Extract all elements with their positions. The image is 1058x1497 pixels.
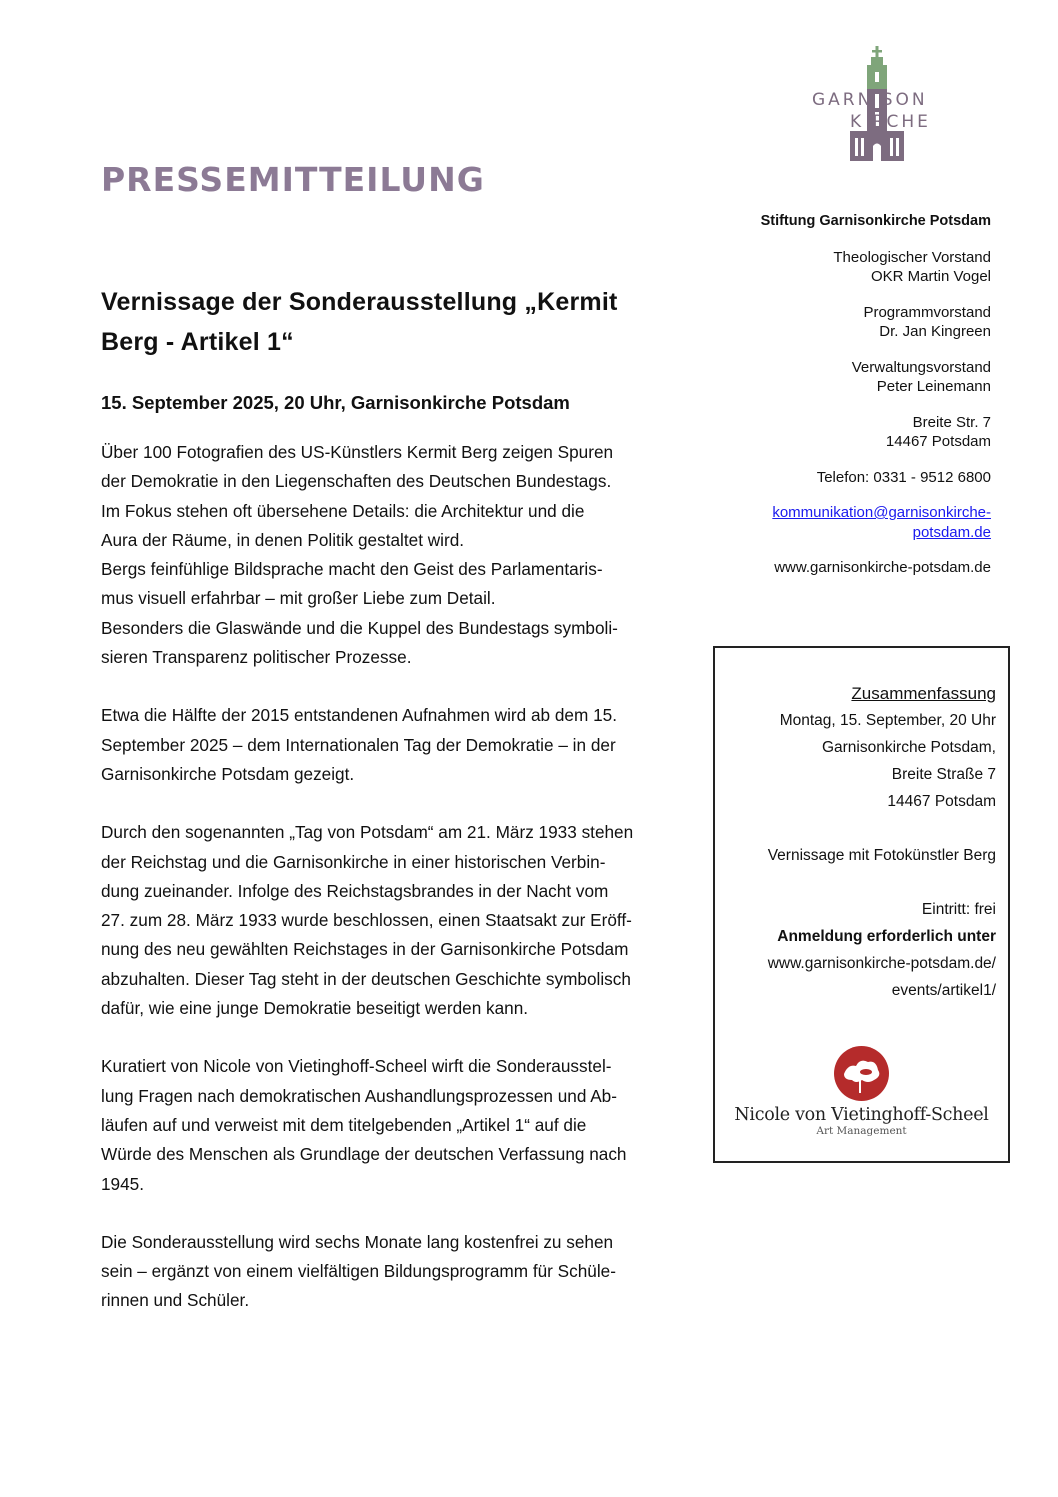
board-name: Dr. Jan Kingreen [879, 323, 991, 340]
email-link-line1[interactable]: kommunikation@garnisonkirche- [772, 504, 991, 521]
summary-city: 14467 Potsdam [887, 793, 996, 810]
dateline: 15. September 2025, 20 Uhr, Garnisonkirche Potsdam [101, 392, 570, 413]
address-city: 14467 Potsdam [885, 433, 991, 450]
text-line: sieren Transparenz politischer Prozesse. [101, 647, 412, 668]
website: www.garnisonkirche-potsdam.de [774, 559, 991, 576]
text-line: Aura der Räume, in denen Politik gestaltet wird. [101, 529, 465, 550]
curator-name: Nicole von Vietinghoff-Scheel [734, 1105, 989, 1125]
text-line: Die Sonderausstellung wird sechs Monate lang kostenfrei zu sehen [101, 1231, 614, 1252]
summary-event: Vernissage mit Fotokünstler Berg [767, 847, 996, 864]
text-line: Garnisonkirche Potsdam gezeigt. [101, 763, 355, 784]
text-line: Bergs feinfühlige Bildsprache macht den Geist des Parlamentaris- [101, 559, 603, 580]
text-line: läufen auf und verweist mit dem titelgebenden „Artikel 1“ auf die [101, 1114, 587, 1135]
text-line: Etwa die Hälfte der 2015 entstandenen Aufnahmen wird ab dem 15. [101, 705, 617, 726]
text-line: rinnen und Schüler. [101, 1290, 250, 1311]
summary-registration-label: Anmeldung erforderlich unter [777, 928, 996, 945]
organization-name: Stiftung Garnisonkirche Potsdam [760, 213, 991, 229]
text-line: September 2025 – dem Internationalen Tag der Demokratie – in der [101, 734, 616, 755]
board-role: Verwaltungsvorstand [851, 358, 991, 376]
headline-line: Berg - Artikel 1“ [101, 328, 294, 356]
text-line: lung Fragen nach demokratischen Aushandlungsprozessen und Ab- [101, 1085, 617, 1106]
page-title: PRESSEMITTEILUNG [101, 160, 485, 199]
summary-admission: Eintritt: frei [921, 901, 996, 918]
summary-registration-url: events/artikel1/ [891, 982, 996, 999]
text-line: Würde des Menschen als Grundlage der deutschen Verfassung nach [101, 1144, 627, 1165]
board-name: OKR Martin Vogel [870, 268, 991, 285]
headline [101, 282, 711, 362]
address-street: Breite Str. 7 [912, 413, 991, 431]
paragraph [101, 818, 711, 1023]
curator-subtitle: Art Management [816, 1125, 907, 1137]
garnisonkirche-logo [810, 46, 950, 166]
text-line: sein – ergänzt von einem vielfältigen Bildungsprogramm für Schüle- [101, 1261, 616, 1282]
board-member [700, 248, 991, 287]
summary-street: Breite Straße 7 [891, 766, 996, 783]
summary-venue: Garnisonkirche Potsdam, [821, 739, 996, 756]
press-release-body [101, 282, 711, 1345]
text-line: abzuhalten. Dieser Tag steht in der deutschen Geschichte symbolisch [101, 968, 631, 989]
phone: Telefon: 0331 - 9512 6800 [816, 468, 991, 486]
text-line: der Demokratie in den Liegenschaften des Deutschen Bundestags. [101, 471, 612, 492]
board-member [700, 358, 991, 397]
paragraph [101, 1228, 711, 1316]
text-line: 1945. [101, 1173, 145, 1194]
text-line: nung des neu gewählten Reichstages in der Garnisonkirche Potsdam [101, 939, 629, 960]
text-line: Besonders die Glaswände und die Kuppel des Bundestags symboli- [101, 617, 618, 638]
logo-word-garnison: GARN SON [812, 90, 928, 110]
text-line: Im Fokus stehen oft übersehene Details: die Architektur und die [101, 500, 585, 521]
logo-word-kirche: K RCHE [850, 112, 931, 132]
text-line: Kuratiert von Nicole von Vietinghoff-Scheel wirft die Sonderausstel- [101, 1056, 612, 1077]
summary-box [713, 646, 1010, 1163]
flower-icon [834, 1046, 889, 1101]
summary-content [768, 680, 996, 1004]
summary-date: Montag, 15. September, 20 Uhr [779, 712, 996, 729]
board-role: Programmvorstand [863, 303, 991, 321]
text-line: 27. zum 28. März 1933 wurde beschlossen, einen Staatsakt zur Eröff- [101, 910, 632, 931]
board-name: Peter Leinemann [876, 378, 991, 395]
text-line: dafür, wie eine junge Demokratie beseitigt werden kann. [101, 998, 529, 1019]
text-line: mus visuell erfahrbar – mit großer Liebe zum Detail. [101, 588, 496, 609]
text-line: dung zueinander. Infolge des Reichstagsbrandes in der Nacht vom [101, 880, 609, 901]
board-role: Theologischer Vorstand [833, 248, 991, 266]
summary-title: Zusammenfassung [851, 684, 996, 703]
paragraph [101, 438, 711, 672]
headline-line: Vernissage der Sonderausstellung „Kermit [101, 288, 618, 316]
email-link-line2[interactable]: potsdam.de [912, 523, 991, 541]
summary-registration-url: www.garnisonkirche-potsdam.de/ [767, 955, 996, 972]
text-line: Über 100 Fotografien des US-Künstlers Kermit Berg zeigen Spuren [101, 442, 614, 462]
text-line: Durch den sogenannten „Tag von Potsdam“ am 21. März 1933 stehen [101, 822, 634, 843]
contact-sidebar [700, 212, 991, 594]
email-link[interactable] [700, 503, 991, 542]
paragraph [101, 701, 711, 789]
address [700, 413, 991, 452]
board-member [700, 303, 991, 342]
text-line: der Reichstag und die Garnisonkirche in einer historischen Verbin- [101, 851, 606, 872]
paragraph [101, 1052, 711, 1198]
curator-logo [715, 1046, 1008, 1137]
